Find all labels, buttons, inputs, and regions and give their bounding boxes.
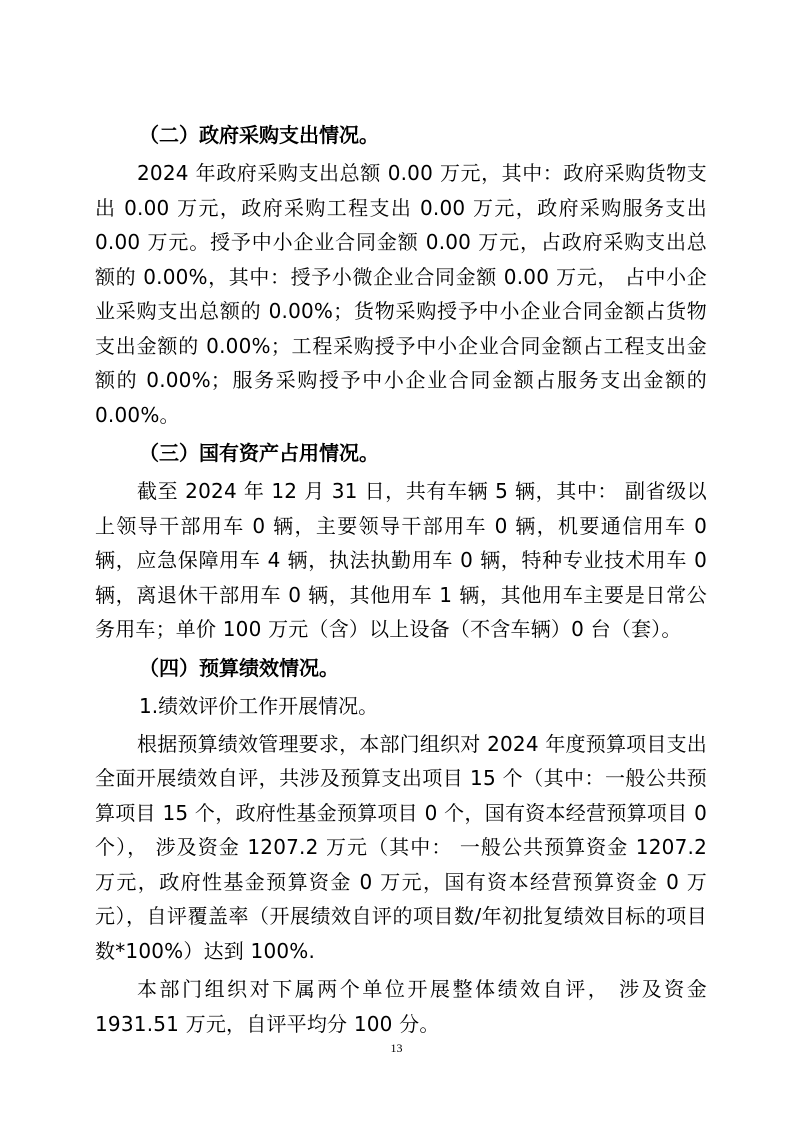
document-body: [95, 118, 707, 1045]
paragraph-government-procurement: 2024 年政府采购支出总额 0.00 万元，其中：政府采购货物支出 0.00 万元，政府采购工程支出 0.00 万元，政府采购服务支出 0.00 万元。授予中小企业合同金额 0.00 万元，占政府采购支出总额的 0.00%，其中：授予小微企业合同金额 0.00 万元， 占中小企业采购支出总额的 0.00%；货物采购授予中小企业合同金额占货物支出金额的 0.00%；工程采购授予中小企业合同金额占工程支出金额的 0.00%；服务采购授予中小企业合同金额占服务支出金额的 0.00%。: [95, 161, 707, 427]
section-heading-budget-performance: （四）预算绩效情况。: [139, 655, 339, 680]
page-number: 13: [390, 1041, 403, 1055]
section-heading-government-procurement: （二）政府采购支出情况。: [139, 123, 379, 147]
paragraph-evaluation-projects: 根据预算绩效管理要求，本部门组织对 2024 年度预算项目支出全面开展绩效自评，共涉及预算支出项目 15 个（其中：一般公共预算项目 15 个，政府性基金预算项目 0 个，国有资本经营预算项目 0 个）， 涉及资金 1207.2 万元（其中： 一般公共预算资金 1207.2 万元，政府性基金预算资金 0 万元，国有资本经营预算资金 0 万元），自评覆盖率（开展绩效自评的项目数/年初批复绩效目标的项目数*100%）达到 100%.: [95, 731, 707, 963]
paragraph-evaluation-units: 本部门组织对下属两个单位开展整体绩效自评， 涉及资金 1931.51 万元，自评平均分 100 分。: [95, 977, 707, 1036]
section-heading-state-assets: （三）国有资产占用情况。: [139, 441, 379, 465]
paragraph-state-assets: 截至 2024 年 12 月 31 日，共有车辆 5 辆，其中： 副省级以上领导干部用车 0 辆，主要领导干部用车 0 辆，机要通信用车 0 辆，应急保障用车 4 辆，执法执勤用车 0 辆，特种专业技术用车 0 辆，离退休干部用车 0 辆，其他用车 1 辆，其他用车主要是日常公务用车；单价 100 万元（含）以上设备（不含车辆）0 台（套）。: [95, 479, 707, 641]
subsection-heading-evaluation: 1.绩效评价工作开展情况。: [139, 693, 379, 718]
